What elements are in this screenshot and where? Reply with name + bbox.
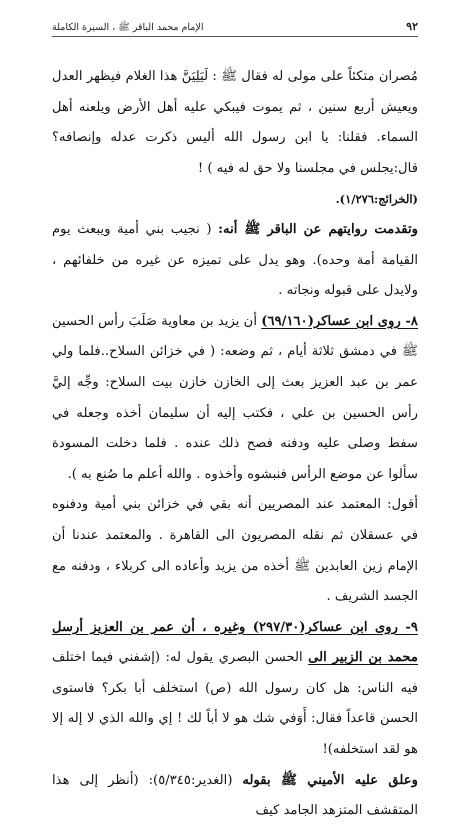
paragraph-4: أقول: المعتمد عند المصريين أنه بقي في خزائن بني أمية ودفنوه في عسقلان ثم نقله المصريون الى القاهرة . والمعتمد عندنا أن الإمام زين العابدين ﷺ أخذه من يزيد وأعاده الى كربلاء ، ودفنه مع الجسد الشريف .: [52, 497, 418, 605]
paragraph-5: [52, 613, 418, 766]
document-body: [52, 62, 418, 827]
paragraph-3-lead: ٨- روى ابن عساكر(٦٩/١٦٠): [261, 313, 418, 329]
running-title: الإمام محمد الباقر ﷺ ، السيرة الكاملة: [52, 22, 204, 33]
citation-text: (الخرائج:١/٢٧٦).: [335, 192, 418, 207]
running-header: [52, 20, 418, 35]
paragraph-6-source: (الغدير:٥/٣٤٥):: [148, 772, 243, 788]
paragraph-6-text: (أنظر إلى هذا المتقشف المتزهد الجامد كيف: [52, 772, 418, 819]
paragraph-5-text: الحسن البصري يقول له: (إشفني فيما اختلف فيه الناس: هل كان رسول الله (ص) استخلف أبا بكر؟ فاستوى الحسن قاعداً فقال: أَوَفي شك هو لا أباً لك ! إي والله الذي لا إله إلا هو لقد استخلفه)!: [52, 650, 418, 758]
paragraph-1: مُصران متكئاً على مولى له فقال ﷺ : لَيَلِيَنَّ هذا الغلام فيظهر العدل ويعيش أربع سنين ، ثم يموت فيبكي عليه أهل الأرض ويلعنه أهل السماء. فقلنا: يا ابن رسول الله أليس ذكرت عدله وإنصافه؟ قال:يجلس في مجلسنا ولا حق له فيه ) !: [52, 69, 418, 176]
page-number: ٩٢: [406, 20, 418, 33]
header-rule: [52, 36, 418, 37]
source-citation-1: [52, 184, 418, 215]
paragraph-6: [52, 766, 418, 827]
paragraph-2-text: ( نجيب بني أمية ويبعث يوم القيامة أمة وحده). وهو يدل على تميزه عن غيره من خلفائهم ، ولايدل على قبوله ونجاته .: [52, 221, 418, 299]
paragraph-6-lead: وعلق عليه الأميني ﷺ بقوله: [242, 772, 418, 788]
paragraph-2: [52, 215, 418, 307]
paragraph-3: [52, 307, 418, 491]
paragraph-2-lead: وتقدمت روايتهم عن الباقر ﷺ أنه:: [218, 221, 418, 237]
paragraph-3-text: أن يزيد بن معاوية صَلَبَ رأس الحسين ﷺ في دمشق ثلاثة أيام ، ثم وضعه: ( في خزائن السلاح..فلما ولي عمر بن عبد العزيز بعث إلى الخازن خازن بيت السلاح: وجِّه إليَّ رأس الحسين بن علي ، فكتب إليه أن سليمان أخذه وجعله في سفط وصلى عليه ودفنه فصح ذلك عنده . فلما دخلت المسودة سألوا عن موضع الرأس فنبشوه وأخذوه . والله أعلم ما صُنع به ).: [52, 313, 418, 482]
paragraph-5-lead: ٩- روى ابن عساكر(٢٩٧/٣٠) وغيره ، أن عمر بن العزيز أرسل محمد بن الزبير الى: [52, 619, 418, 666]
